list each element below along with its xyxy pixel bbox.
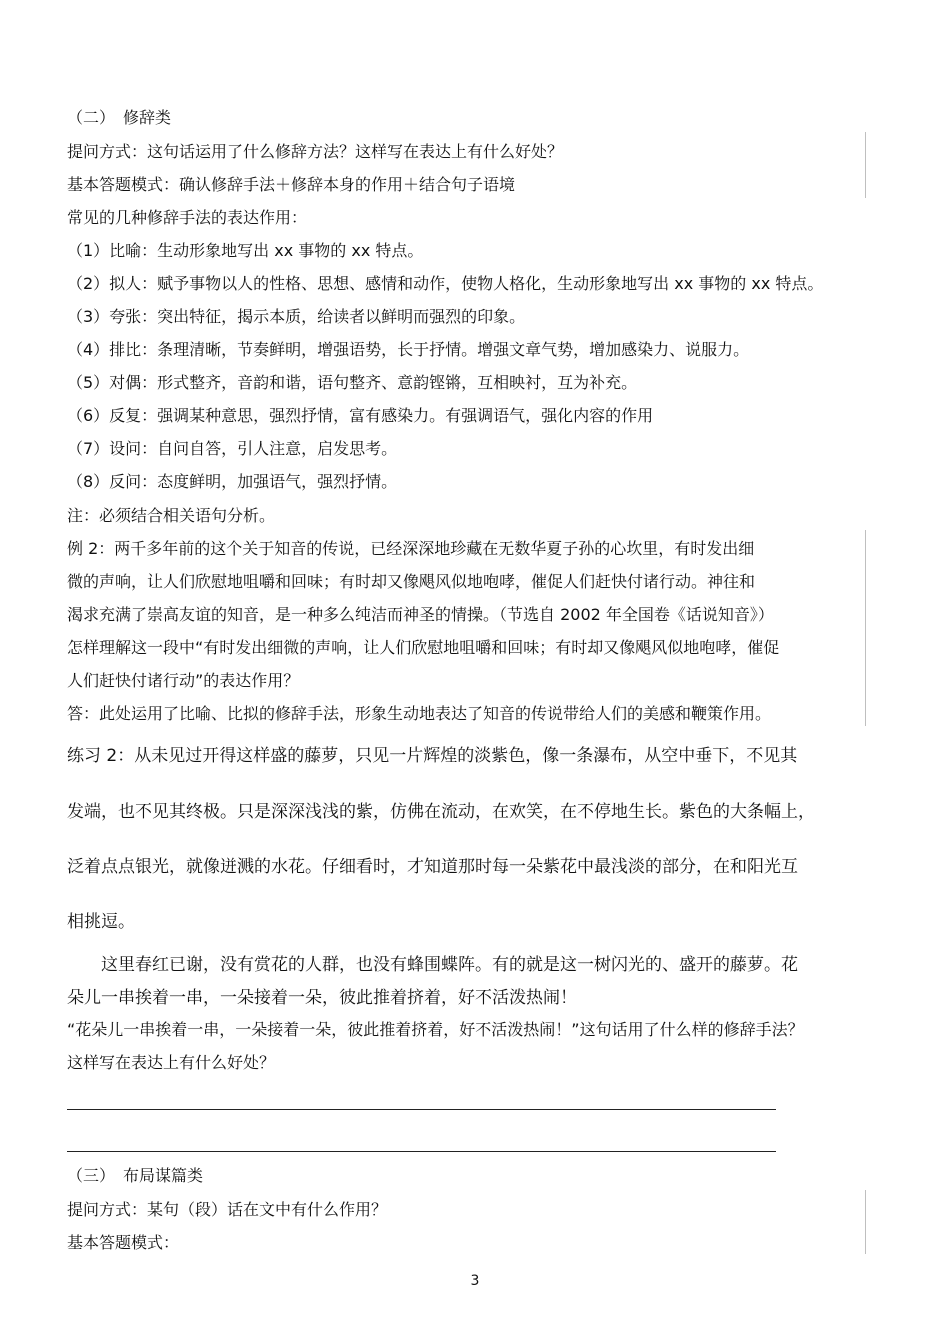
- example-line: 人们赶快付诸行动”的表达作用？: [67, 671, 300, 690]
- question-way: 提问方式：这句话运用了什么修辞方法？这样写在表达上有什么好处？: [67, 142, 564, 161]
- example-line: 怎样理解这一段中“有时发出细微的声响，让人们欣慰地咀嚼和回味；有时却又像飓风似地咆哮，催促: [67, 638, 780, 657]
- page-number: 3: [470, 1273, 480, 1289]
- section-heading: （三） 布局谋篇类: [67, 1166, 204, 1185]
- answer-mode: 基本答题模式：: [67, 1233, 180, 1252]
- exercise-para: 朵儿一串挨着一串，一朵接着一朵，彼此推着挤着，好不活泼热闹！: [67, 988, 577, 1008]
- rhetoric-item: （3）夸张：突出特征，揭示本质，给读者以鲜明而强烈的印象。: [67, 307, 526, 326]
- example-answer: 答：此处运用了比喻、比拟的修辞手法，形象生动地表达了知音的传说带给人们的美感和鞭策作用。: [67, 704, 772, 723]
- common-title: 常见的几种修辞手法的表达作用：: [67, 208, 308, 227]
- answer-mode: 基本答题模式：确认修辞手法＋修辞本身的作用＋结合句子语境: [67, 175, 516, 194]
- margin-bar: [865, 1190, 866, 1254]
- exercise-question: “花朵儿一串挨着一串，一朵接着一朵，彼此推着挤着，好不活泼热闹！”这句话用了什么样的修辞手法？: [67, 1020, 804, 1039]
- rhetoric-item: （6）反复：强调某种意思，强烈抒情，富有感染力。有强调语气，强化内容的作用: [67, 406, 654, 425]
- rhetoric-item: （1）比喻：生动形象地写出 xx 事物的 xx 特点。: [67, 241, 424, 260]
- exercise-para: 这里春红已谢，没有赏花的人群，也没有蜂围蝶阵。有的就是这一树闪光的、盛开的藤萝。花: [67, 955, 798, 975]
- example-line: 例 2：两千多年前的这个关于知音的传说，已经深深地珍藏在无数华夏子孙的心坎里，有时发出细: [67, 539, 755, 558]
- answer-line[interactable]: [67, 1109, 776, 1110]
- exercise-line: 泛着点点银光，就像迸溅的水花。仔细看时，才知道那时每一朵紫花中最浅淡的部分，在和阳光互: [67, 857, 798, 877]
- exercise-line: 练习 2：从未见过开得这样盛的藤萝，只见一片辉煌的淡紫色，像一条瀑布，从空中垂下，不见其: [67, 746, 798, 766]
- answer-line[interactable]: [67, 1151, 776, 1152]
- margin-bar: [865, 132, 866, 198]
- margin-bar: [865, 530, 866, 726]
- rhetoric-item: （7）设问：自问自答，引人注意，启发思考。: [67, 439, 398, 458]
- example-line: 微的声响，让人们欣慰地咀嚼和回味；有时却又像飓风似地咆哮，催促人们赶快付诸行动。神往和: [67, 572, 756, 591]
- note: 注：必须结合相关语句分析。: [67, 506, 276, 525]
- rhetoric-item: （5）对偶：形式整齐，音韵和谐，语句整齐、意韵铿锵，互相映衬，互为补充。: [67, 373, 638, 392]
- example-line: 渴求充满了崇高友谊的知音，是一种多么纯洁而神圣的情操。（节选自 2002 年全国卷《话说知音》）: [67, 605, 774, 624]
- section-heading: （二） 修辞类: [67, 108, 172, 127]
- rhetoric-item: （8）反问：态度鲜明，加强语气，强烈抒情。: [67, 472, 398, 491]
- rhetoric-item: （2）拟人：赋予事物以人的性格、思想、感情和动作，使物人格化，生动形象地写出 xx 事物的 xx 特点。: [67, 274, 824, 293]
- exercise-line: 相挑逗。: [67, 912, 135, 932]
- rhetoric-item: （4）排比：条理清晰，节奏鲜明，增强语势，长于抒情。增强文章气势，增加感染力、说服力。: [67, 340, 750, 359]
- exercise-question: 这样写在表达上有什么好处？: [67, 1053, 276, 1072]
- question-way: 提问方式：某句（段）话在文中有什么作用？: [67, 1200, 388, 1219]
- exercise-line: 发端，也不见其终极。只是深深浅浅的紫，仿佛在流动，在欢笑，在不停地生长。紫色的大条幅上，: [67, 802, 815, 822]
